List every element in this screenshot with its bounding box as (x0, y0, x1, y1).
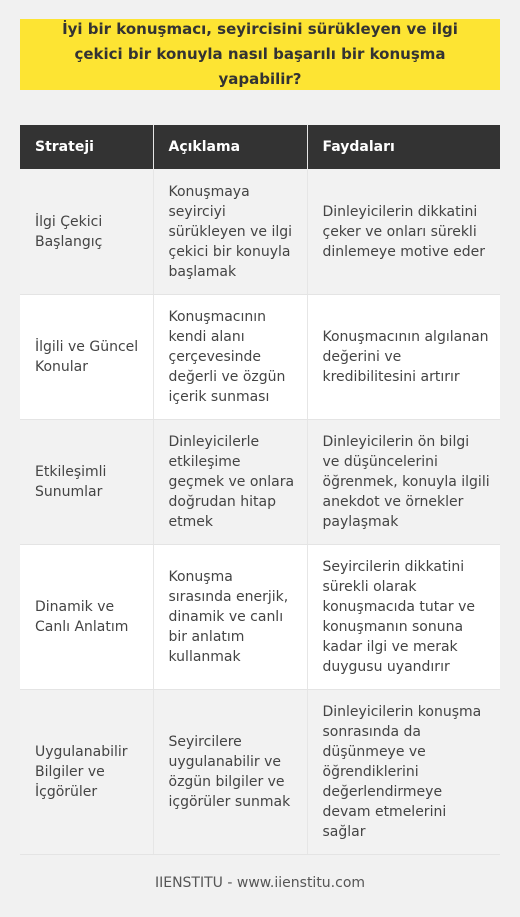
cell-strategy: Etkileşimli Sunumlar (20, 420, 153, 545)
cell-benefits: Dinleyicilerin dikkatini çeker ve onları sürekli dinlemeye motive eder (307, 169, 500, 295)
table-row (20, 295, 500, 420)
cell-strategy: Dinamik ve Canlı Anlatım (20, 545, 153, 690)
cell-benefits: Dinleyicilerin ön bilgi ve düşüncelerini öğrenmek, konuyla ilgili anekdot ve örnekler paylaşmak (307, 420, 500, 545)
title-banner (20, 19, 500, 90)
table-header-row (20, 125, 500, 169)
column-header-benefits: Faydaları (307, 125, 500, 169)
cell-description: Seyircilere uygulanabilir ve özgün bilgiler ve içgörüler sunmak (153, 690, 307, 855)
column-header-description: Açıklama (153, 125, 307, 169)
table-row (20, 420, 500, 545)
cell-strategy: İlgi Çekici Başlangıç (20, 169, 153, 295)
cell-benefits: Seyircilerin dikkatini sürekli olarak konuşmacıda tutar ve konuşmanın sonuna kadar ilgi ve merak duygusu uyandırır (307, 545, 500, 690)
cell-strategy: İlgili ve Güncel Konular (20, 295, 153, 420)
table-row (20, 169, 500, 295)
table-row (20, 690, 500, 855)
column-header-strategy: Strateji (20, 125, 153, 169)
cell-description: Konuşmaya seyirciyi sürükleyen ve ilgi çekici bir konuyla başlamak (153, 169, 307, 295)
cell-description: Dinleyicilerle etkileşime geçmek ve onlara doğrudan hitap etmek (153, 420, 307, 545)
cell-description: Konuşmacının kendi alanı çerçevesinde değerli ve özgün içerik sunması (153, 295, 307, 420)
table-row (20, 545, 500, 690)
cell-description: Konuşma sırasında enerjik, dinamik ve canlı bir anlatım kullanmak (153, 545, 307, 690)
strategy-table (20, 125, 500, 855)
footer-credit: IIENSTITU - www.iienstitu.com (154, 875, 366, 891)
cell-benefits: Dinleyicilerin konuşma sonrasında da düşünmeye ve öğrendiklerini değerlendirmeye devam etmelerini sağlar (307, 690, 500, 855)
cell-benefits: Konuşmacının algılanan değerini ve kredibilitesini artırır (307, 295, 500, 420)
page-title: İyi bir konuşmacı, seyircisini sürükleyen ve ilgi çekici bir konuyla nasıl başarılı bir konuşma yapabilir? (62, 20, 458, 88)
cell-strategy: Uygulanabilir Bilgiler ve İçgörüler (20, 690, 153, 855)
